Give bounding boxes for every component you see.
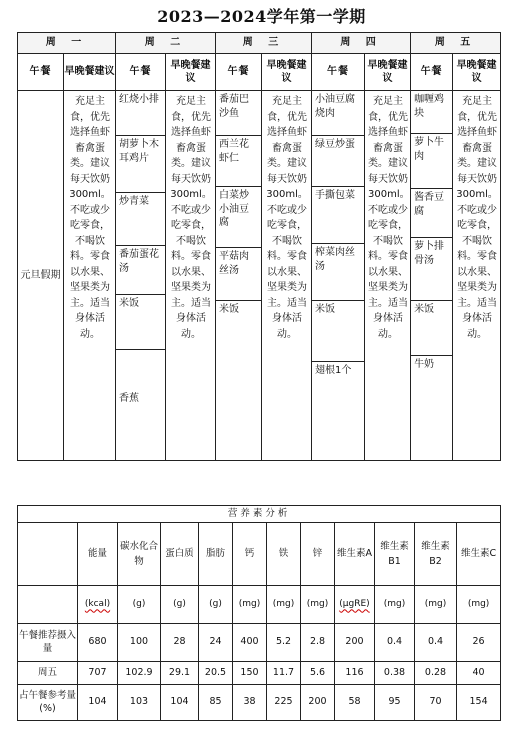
- nutrition-caption-row: [18, 506, 501, 523]
- nutrient-header: 维生素A: [335, 523, 375, 586]
- dish-item: 绿豆炒蛋: [312, 136, 364, 187]
- unit-cell: (mg): [375, 586, 415, 624]
- nutrient-header: 蛋白质: [161, 523, 199, 586]
- row-label: 周五: [18, 662, 78, 685]
- day-header: 周 一: [18, 33, 116, 54]
- nutrient-header: 维生素B2: [415, 523, 457, 586]
- dish-item: 米饭: [312, 301, 364, 362]
- menu-body-row: [18, 91, 501, 461]
- value-cell: 100: [118, 624, 161, 662]
- unit-cell: (g): [118, 586, 161, 624]
- dish-item: 萝卜牛肉: [411, 134, 452, 189]
- value-cell: 0.28: [415, 662, 457, 685]
- dish-item: 白菜炒小油豆腐: [216, 187, 261, 248]
- lunch-header: 午餐: [216, 54, 262, 91]
- dish-item: 酱香豆腐: [411, 189, 452, 238]
- lunch-header: 午餐: [312, 54, 365, 91]
- dish-item: 米饭: [411, 301, 452, 356]
- nutrition-caption: 营养素分析: [18, 506, 501, 523]
- value-cell: 24: [199, 624, 233, 662]
- corner-cell: [18, 586, 78, 624]
- dish-item: 手撕包菜: [312, 187, 364, 244]
- value-cell: 85: [199, 685, 233, 721]
- value-cell: 28: [161, 624, 199, 662]
- value-cell: 116: [335, 662, 375, 685]
- day-header: 周 五: [411, 33, 501, 54]
- day-header-row: [18, 33, 501, 54]
- unit-cell: (g): [199, 586, 233, 624]
- value-cell: 154: [457, 685, 501, 721]
- value-cell: 0.38: [375, 662, 415, 685]
- dish-item: 米饭: [116, 295, 165, 350]
- menu-table: [17, 32, 501, 461]
- advice-cell: 充足主食，优先选择鱼虾畜禽蛋类。建议每天饮奶300ml。不吃或少吃零食，不喝饮料。零食以水果、坚果类为主。适当身体活动。: [453, 91, 501, 461]
- dish-item: 榨菜肉丝汤: [312, 244, 364, 301]
- unit-cell: (mg): [457, 586, 501, 624]
- value-cell: 102.9: [118, 662, 161, 685]
- nutrient-header: 维生素C: [457, 523, 501, 586]
- advice-cell: 充足主食，优先选择鱼虾畜禽蛋类。建议每天饮奶300ml。不吃或少吃零食，不喝饮料。零食以水果、坚果类为主。适当身体活动。: [166, 91, 216, 461]
- corner-cell: [18, 523, 78, 586]
- unit-label: (kcal): [84, 599, 111, 610]
- unit-label: (μgRE): [339, 599, 370, 610]
- value-cell: 0.4: [375, 624, 415, 662]
- nutrient-header: 铁: [267, 523, 301, 586]
- advice-header: 早晚餐建议: [453, 54, 501, 91]
- row-label: 占午餐参考量(%): [18, 685, 78, 721]
- lunch-header: 午餐: [411, 54, 453, 91]
- holiday-cell: 元旦假期: [18, 91, 64, 461]
- value-cell: 70: [415, 685, 457, 721]
- advice-cell: 充足主食，优先选择鱼虾畜禽蛋类。建议每天饮奶300ml。不吃或少吃零食，不喝饮料。零食以水果、坚果类为主。适当身体活动。: [64, 91, 116, 461]
- value-cell: 2.8: [301, 624, 335, 662]
- dish-item: 小油豆腐烧肉: [312, 91, 364, 136]
- unit-cell: (mg): [267, 586, 301, 624]
- dish-item: 香蕉: [119, 393, 140, 404]
- dish-item: 咖喱鸡块: [411, 91, 452, 134]
- lunch-cell-tue: [116, 91, 166, 461]
- nutrient-header-row: [18, 523, 501, 586]
- table-row: [18, 662, 501, 685]
- dish-item: 番茄蛋花汤: [116, 246, 165, 295]
- value-cell: 40: [457, 662, 501, 685]
- unit-cell: [335, 586, 375, 624]
- table-row: [18, 685, 501, 721]
- row-label: 午餐推荐摄入量: [18, 624, 78, 662]
- unit-cell: (mg): [301, 586, 335, 624]
- value-cell: 38: [233, 685, 267, 721]
- value-cell: 29.1: [161, 662, 199, 685]
- lunch-cell-fri: [411, 91, 453, 461]
- unit-cell: (g): [161, 586, 199, 624]
- nutrition-table: [17, 505, 501, 721]
- unit-cell: (mg): [415, 586, 457, 624]
- dish-item: 米饭: [219, 304, 240, 315]
- nutrient-header: 碳水化合物: [118, 523, 161, 586]
- value-cell: 5.2: [267, 624, 301, 662]
- nutrient-header: 钙: [233, 523, 267, 586]
- nutrient-header: 脂肪: [199, 523, 233, 586]
- lunch-cell-wed: [216, 91, 262, 461]
- dish-item: 平菇肉丝汤: [216, 248, 261, 301]
- lunch-cell-thu: [312, 91, 365, 461]
- value-cell: 150: [233, 662, 267, 685]
- value-cell: 400: [233, 624, 267, 662]
- dish-item: 红烧小排: [116, 91, 165, 136]
- dish-item: 番茄巴沙鱼: [216, 91, 261, 136]
- unit-row: [18, 586, 501, 624]
- day-header: 周 四: [312, 33, 411, 54]
- advice-cell: 充足主食，优先选择鱼虾畜禽蛋类。建议每天饮奶300ml。不吃或少吃零食，不喝饮料。零食以水果、坚果类为主。适当身体活动。: [365, 91, 411, 461]
- dish-item: 萝卜排骨汤: [411, 238, 452, 301]
- advice-header: 早晚餐建议: [64, 54, 116, 91]
- value-cell: 104: [161, 685, 199, 721]
- value-cell: 20.5: [199, 662, 233, 685]
- dish-item: 牛奶: [414, 359, 435, 370]
- sub-header-row: [18, 54, 501, 91]
- dish-item: 炒青菜: [116, 193, 165, 246]
- value-cell: 5.6: [301, 662, 335, 685]
- value-cell: 0.4: [415, 624, 457, 662]
- value-cell: 95: [375, 685, 415, 721]
- table-row: [18, 624, 501, 662]
- lunch-header: 午餐: [116, 54, 166, 91]
- lunch-header: 午餐: [18, 54, 64, 91]
- page-title: 2023—2024学年第一学期: [157, 7, 366, 26]
- nutrient-header: 锌: [301, 523, 335, 586]
- advice-header: 早晚餐建议: [365, 54, 411, 91]
- value-cell: 200: [301, 685, 335, 721]
- unit-cell: [78, 586, 118, 624]
- value-cell: 680: [78, 624, 118, 662]
- dish-item: 西兰花虾仁: [216, 136, 261, 187]
- value-cell: 103: [118, 685, 161, 721]
- value-cell: 707: [78, 662, 118, 685]
- advice-header: 早晚餐建议: [262, 54, 312, 91]
- value-cell: 26: [457, 624, 501, 662]
- dish-item: 胡萝卜木耳鸡片: [116, 136, 165, 193]
- advice-cell: 充足主食，优先选择鱼虾畜禽蛋类。建议每天饮奶300ml。不吃或少吃零食，不喝饮料。零食以水果、坚果类为主。适当身体活动。: [262, 91, 312, 461]
- unit-cell: (mg): [233, 586, 267, 624]
- value-cell: 11.7: [267, 662, 301, 685]
- value-cell: 225: [267, 685, 301, 721]
- day-header: 周 二: [116, 33, 216, 54]
- advice-header: 早晚餐建议: [166, 54, 216, 91]
- dish-item: 翅根1个: [315, 365, 352, 376]
- day-header: 周 三: [216, 33, 312, 54]
- value-cell: 104: [78, 685, 118, 721]
- nutrient-header: 维生素B1: [375, 523, 415, 586]
- value-cell: 200: [335, 624, 375, 662]
- nutrient-header: 能量: [78, 523, 118, 586]
- value-cell: 58: [335, 685, 375, 721]
